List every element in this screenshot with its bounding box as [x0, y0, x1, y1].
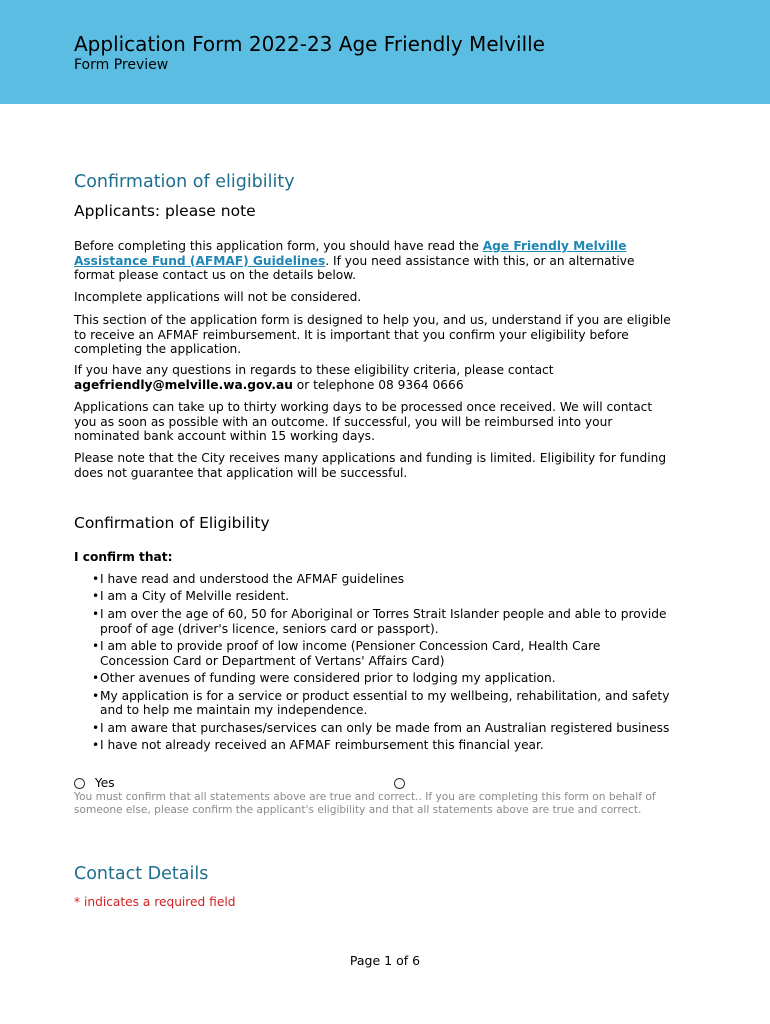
guidelines-link[interactable]: Age Friendly Melville Assistance Fund (AFMAF) Guidelines: [74, 239, 627, 268]
statement-item: • I have read and understood the AFMAF guidelines: [92, 572, 672, 587]
statement-item: • I am aware that purchases/services can only be made from an Australian registered business: [92, 721, 672, 736]
form-title: Application Form 2022-23 Age Friendly Melville: [74, 32, 545, 56]
statement-item: • I have not already received an AFMAF reimbursement this financial year.: [92, 738, 672, 753]
section-heading-eligibility: Confirmation of eligibility: [74, 172, 295, 192]
incomplete-notice: Incomplete applications will not be considered.: [74, 290, 362, 304]
eligibility-statements: [92, 572, 672, 756]
statement-item: • My application is for a service or product essential to my wellbeing, rehabilitation, and safety and to help me maintain my independence.: [92, 689, 672, 718]
statement-item: • I am over the age of 60, 50 for Aboriginal or Torres Strait Islander people and able to provide proof of age (driver's licence, seniors card or passport).: [92, 607, 672, 636]
confirmation-heading: Confirmation of Eligibility: [74, 514, 270, 532]
contact-email: agefriendly@melville.wa.gov.au: [74, 377, 293, 392]
section-heading-contact: Contact Details: [74, 864, 209, 884]
confirm-radio-group: [74, 776, 405, 790]
section-purpose-paragraph: This section of the application form is designed to help you, and us, understand if you are eligible to receive an AFMAF reimbursement. It is important that you confirm your eligibility before completing the application.: [74, 313, 671, 357]
statement-item: • Other avenues of funding were considered prior to lodging my application.: [92, 671, 672, 686]
second-radio[interactable]: [394, 778, 405, 789]
confirm-help-text: You must confirm that all statements above are true and correct.. If you are completing this form on behalf of someone else, please confirm the applicant's eligibility and that all statements above are true and correct.: [74, 791, 656, 816]
intro-paragraph: Before completing this application form, you should have read the Age Friendly Melville Assistance Fund (AFMAF) Guidelines. If you need assistance with this, or an alternative format please contact us on the details below.: [74, 239, 635, 283]
page-number: Page 1 of 6: [349, 953, 421, 968]
page-header: [0, 0, 770, 104]
confirm-label: I confirm that:: [74, 550, 173, 564]
contact-paragraph: If you have any questions in regards to these eligibility criteria, please contact agefriendly@melville.wa.gov.au or telephone 08 9364 0666: [74, 363, 554, 392]
yes-radio-label: Yes: [94, 776, 115, 790]
statement-item: • I am able to provide proof of low income (Pensioner Concession Card, Health Care Concession Card or Department of Vertans' Affairs Card): [92, 639, 672, 668]
funding-paragraph: Please note that the City receives many applications and funding is limited. Eligibility for funding does not guarantee that application will be successful.: [74, 451, 667, 480]
required-field-note: * indicates a required field: [74, 895, 236, 909]
yes-radio[interactable]: [74, 778, 85, 789]
statement-item: • I am a City of Melville resident.: [92, 589, 672, 604]
form-subtitle: Form Preview: [74, 57, 169, 73]
applicants-note-heading: Applicants: please note: [74, 202, 256, 220]
processing-paragraph: Applications can take up to thirty working days to be processed once received. We will contact you as soon as possible with an outcome. If successful, you will be reimbursed into your nominated bank account within 15 working days.: [74, 400, 653, 444]
